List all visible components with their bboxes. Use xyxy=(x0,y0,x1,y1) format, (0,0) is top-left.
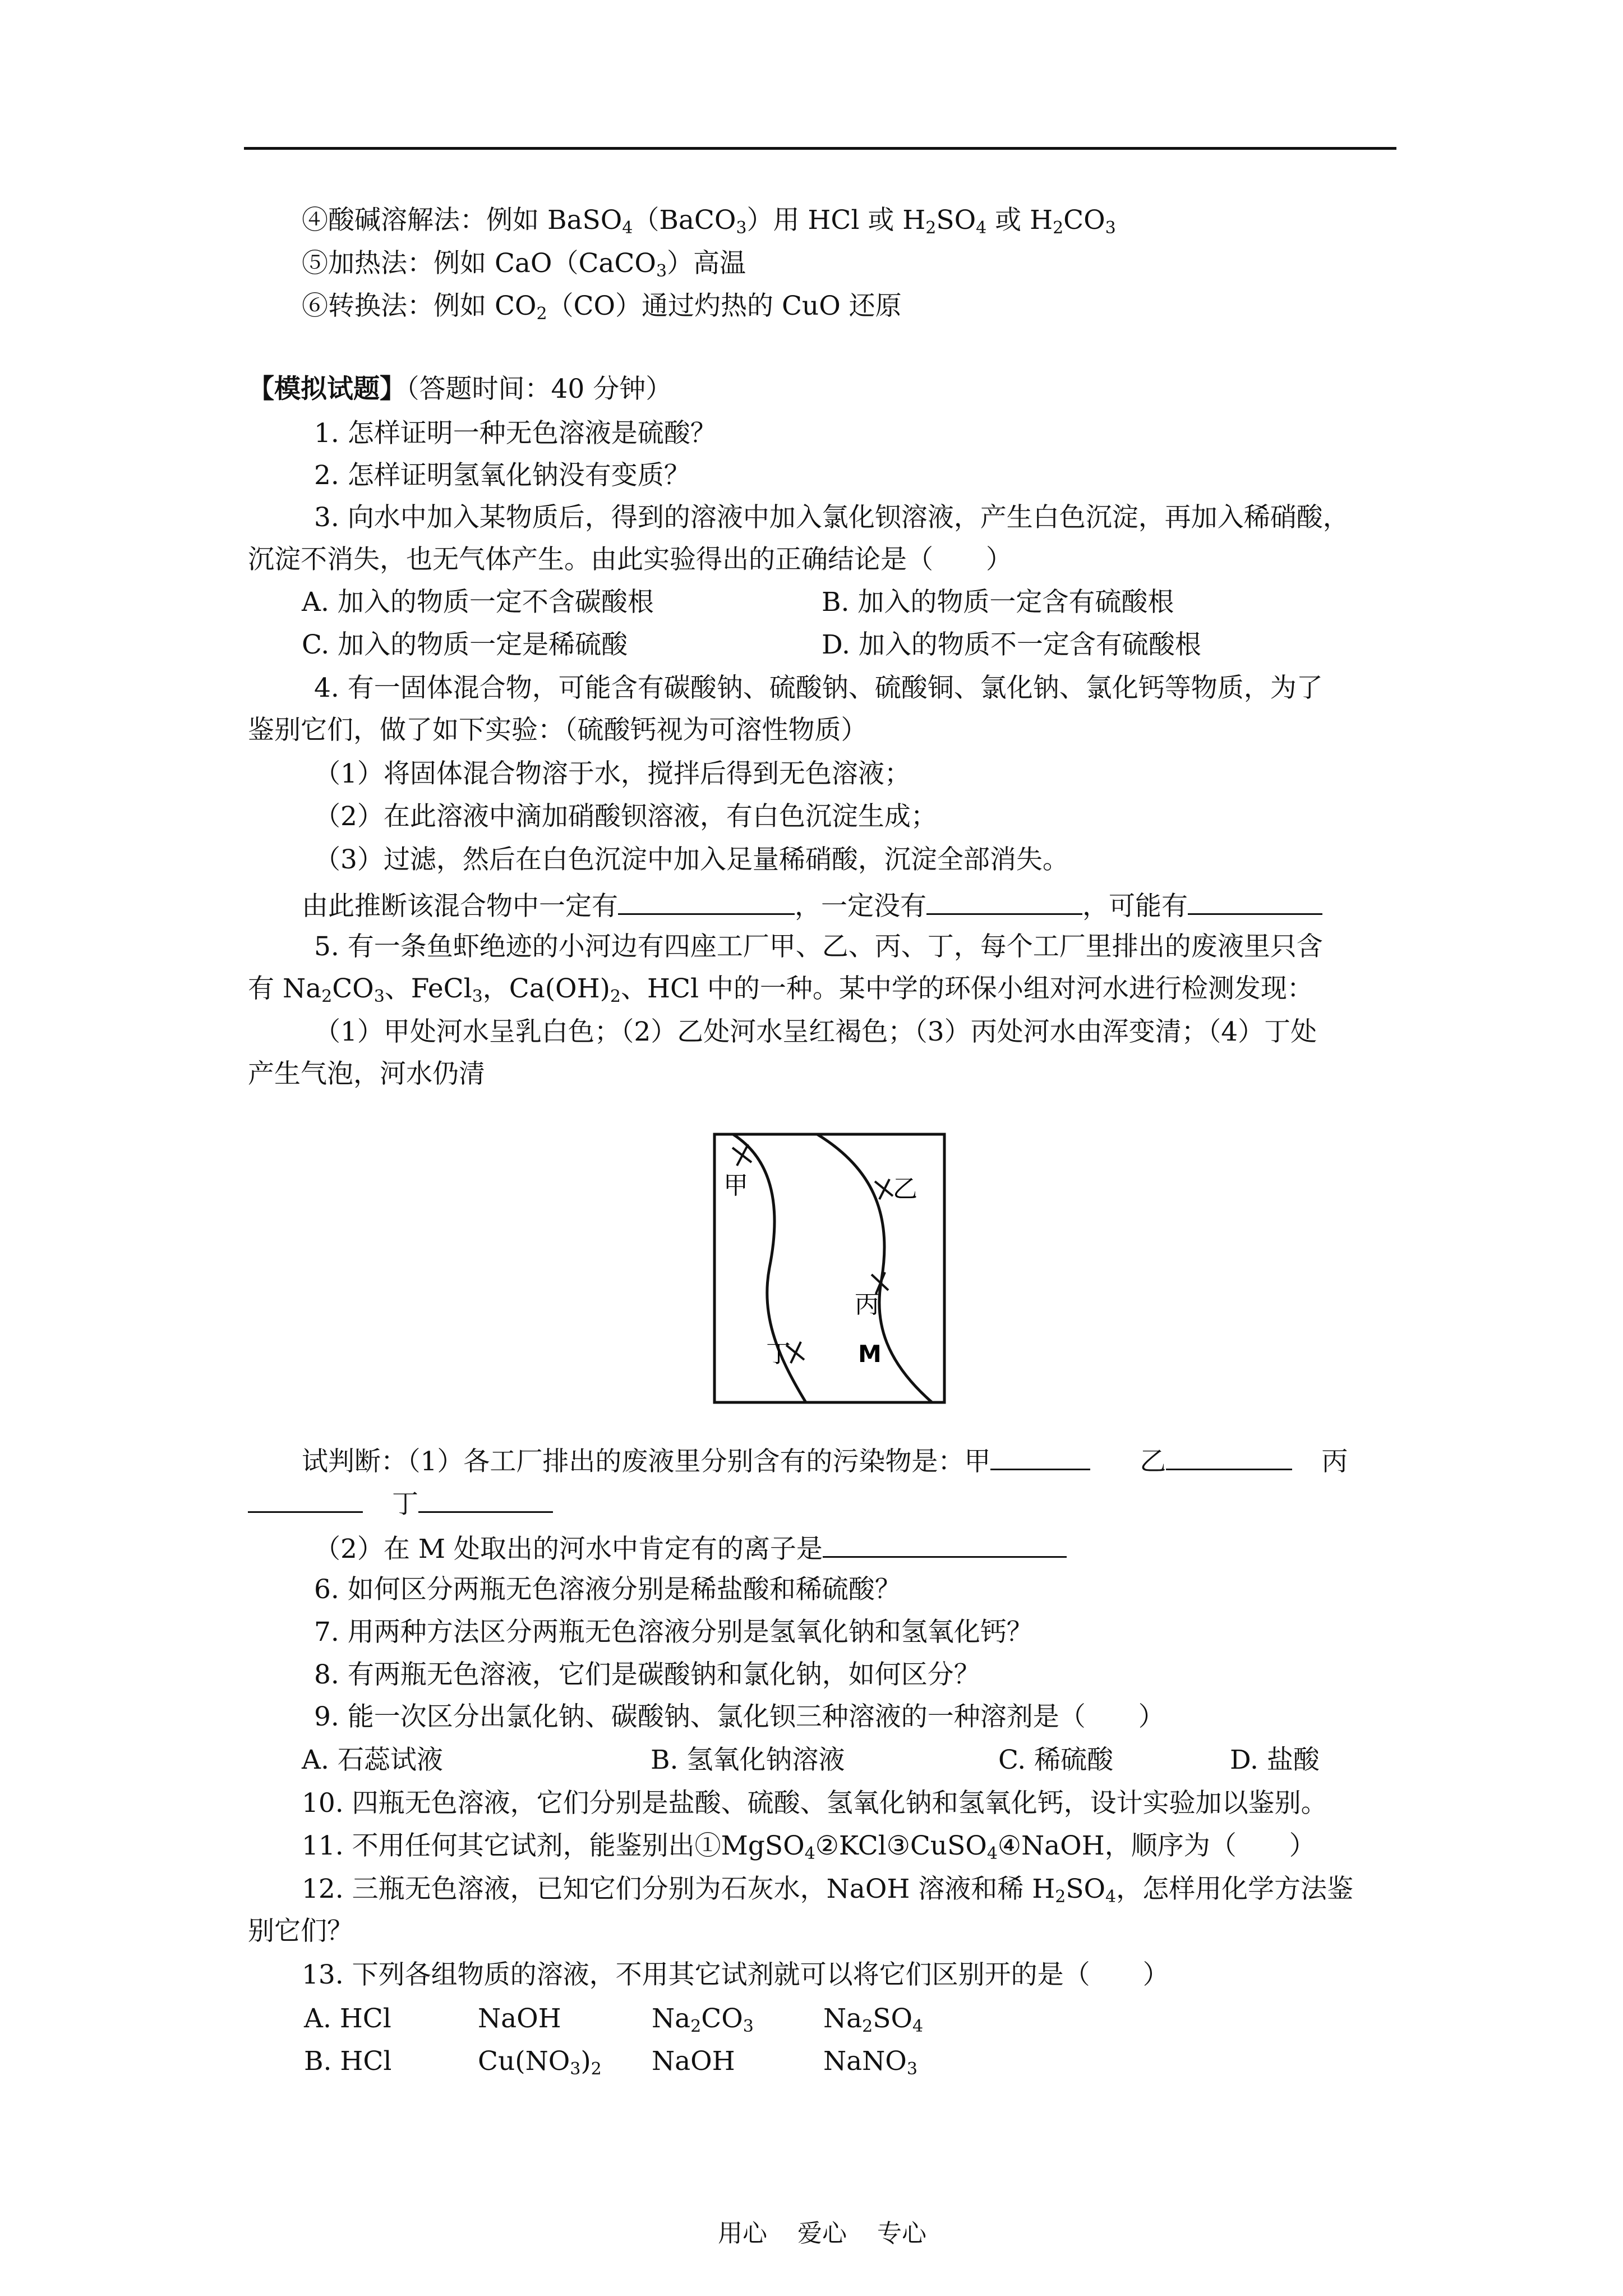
label-jia: 甲 xyxy=(723,1171,748,1200)
question-3-line2: 沉淀不消失，也无气体产生。由此实验得出的正确结论是（ ） xyxy=(248,544,1012,575)
question-13: 13. 下列各组物质的溶液，不用其它试剂就可以将它们区别开的是（ ） xyxy=(302,1959,1169,1990)
question-4-step3: （3）过滤，然后在白色沉淀中加入足量稀硝酸，沉淀全部消失。 xyxy=(314,844,1069,875)
question-6: 6. 如何区分两瓶无色溶液分别是稀盐酸和稀硫酸？ xyxy=(314,1574,901,1605)
question-11: 11. 不用任何其它试剂，能鉴别出①MgSO$_4$②KCl③CuSO$_4$④NaOH，顺序为（ ） xyxy=(302,1830,1316,1864)
question-3-option-d: D. 加入的物质不一定含有硫酸根 xyxy=(822,629,1201,660)
method-4: ④酸碱溶解法：例如 BaSO$_4$（BaCO$_3$）用 HCl 或 $H_2SO_4$ 或 $H_2CO_3$ xyxy=(302,205,1116,238)
river-map-figure xyxy=(708,1128,949,1408)
label-bing: 丙 xyxy=(855,1290,879,1319)
question-13-option-b-3: NaOH xyxy=(652,2046,735,2077)
question-5-line2: 有 $Na_2CO_3$、FeCl$_3$，$Ca(OH)_2$、HCl 中的一种。某中学的环保小组对河水进行检测发现： xyxy=(248,973,1313,1006)
question-9-option-b: B. 氢氧化钠溶液 xyxy=(651,1745,845,1775)
question-3-option-b: B. 加入的物质一定含有硫酸根 xyxy=(822,587,1174,618)
label-yi: 乙 xyxy=(893,1175,917,1203)
question-3-option-a: A. 加入的物质一定不含碳酸根 xyxy=(302,587,654,618)
question-8: 8. 有两瓶无色溶液，它们是碳酸钠和氯化钠，如何区分？ xyxy=(314,1659,980,1690)
question-9-option-d: D. 盐酸 xyxy=(1230,1745,1320,1775)
factory-mark-yi xyxy=(875,1179,893,1199)
answer-blank[interactable] xyxy=(618,886,795,915)
page-footer xyxy=(718,2213,949,2249)
question-13-option-a-2: NaOH xyxy=(478,2003,561,2034)
header-rule xyxy=(244,147,1396,150)
question-7: 7. 用两种方法区分两瓶无色溶液分别是氢氧化钠和氢氧化钙？ xyxy=(314,1617,1033,1648)
method-5: ⑤加热法：例如 CaO（CaCO$_3$）高温 xyxy=(302,248,746,281)
question-4-line1: 4. 有一固体混合物，可能含有碳酸钠、硫酸钠、硫酸铜、氯化钠、氯化钙等物质，为了 xyxy=(314,673,1323,703)
question-3-line1: 3. 向水中加入某物质后，得到的溶液中加入氯化钡溶液，产生白色沉淀，再加入稀硝酸， xyxy=(314,502,1349,533)
question-3-option-c: C. 加入的物质一定是稀硫酸 xyxy=(302,629,628,660)
answer-blank[interactable] xyxy=(990,1442,1090,1470)
footer-text: 用心 xyxy=(718,2219,767,2248)
label-ding: 丁 xyxy=(766,1340,791,1368)
question-9-option-c: C. 稀硫酸 xyxy=(998,1745,1114,1775)
question-5-ion: （2）在 M 处取出的河水中肯定有的离子是 xyxy=(314,1529,1067,1566)
question-13-option-b-2: $Cu(NO_3)_2$ xyxy=(478,2046,602,2079)
question-13-option-b-label: B. HCl xyxy=(304,2046,392,2077)
footer-text: 专心 xyxy=(877,2219,926,2248)
question-12: 12. 三瓶无色溶液，已知它们分别为石灰水，NaOH 溶液和稀 $H_2SO_4$，怎样用化学方法鉴 xyxy=(302,1874,1354,1907)
question-9: 9. 能一次区分出氯化钠、碳酸钠、氯化钡三种溶液的一种溶剂是（ ） xyxy=(314,1701,1165,1732)
answer-blank[interactable] xyxy=(248,1484,363,1513)
question-12-line2: 别它们？ xyxy=(248,1916,353,1947)
question-13-option-a-label: A. HCl xyxy=(304,2003,391,2034)
question-5-obs1: （1）甲处河水呈乳白色；（2）乙处河水呈红褐色；（3）丙处河水由浑变清；（4）丁处 xyxy=(314,1016,1317,1047)
answer-blank[interactable] xyxy=(926,886,1082,915)
question-5-line1: 5. 有一条鱼虾绝迹的小河边有四座工厂甲、乙、丙、丁，每个工厂里排出的废液里只含 xyxy=(314,931,1323,962)
question-10: 10. 四瓶无色溶液，它们分别是盐酸、硫酸、氢氧化钠和氢氧化钙，设计实验加以鉴别。 xyxy=(302,1788,1327,1819)
question-9-option-a: A. 石蕊试液 xyxy=(302,1745,443,1775)
question-5-judge-cont: 丁 xyxy=(248,1484,553,1521)
question-4-line2: 鉴别它们，做了如下实验：（硫酸钙视为可溶性物质） xyxy=(248,715,868,746)
question-13-option-b-4: NaNO$_3$ xyxy=(823,2046,917,2079)
label-m: M xyxy=(858,1340,882,1368)
answer-blank[interactable] xyxy=(1166,1442,1292,1470)
answer-blank[interactable] xyxy=(1188,886,1322,915)
footer-text: 爱心 xyxy=(797,2219,847,2248)
question-2: 2. 怎样证明氢氧化钠没有变质？ xyxy=(314,460,690,491)
question-4-step1: （1）将固体混合物溶于水，搅拌后得到无色溶液； xyxy=(314,758,911,789)
answer-blank[interactable] xyxy=(823,1529,1067,1558)
question-5-judge: 试判断：（1）各工厂排出的废液里分别含有的污染物是：甲 乙 丙 xyxy=(302,1442,1348,1479)
question-13-option-a-3: $Na_2CO_3$ xyxy=(652,2003,754,2036)
method-6: ⑥转换法：例如 $CO_2(CO)$通过灼热的 CuO 还原 xyxy=(302,291,902,324)
question-4-conclusion: 由此推断该混合物中一定有 ，一定没有 ，可能有 xyxy=(302,886,1322,923)
question-1: 1. 怎样证明一种无色溶液是硫酸？ xyxy=(314,418,717,449)
section-title: 【模拟试题】（答题时间：40 分钟） xyxy=(248,374,672,404)
question-5-obs2: 产生气泡，河水仍清 xyxy=(248,1059,485,1089)
question-13-option-a-4: $Na_2SO_4$ xyxy=(823,2003,924,2036)
answer-blank[interactable] xyxy=(418,1484,553,1513)
question-4-step2: （2）在此溶液中滴加硝酸钡溶液，有白色沉淀生成； xyxy=(314,801,937,832)
